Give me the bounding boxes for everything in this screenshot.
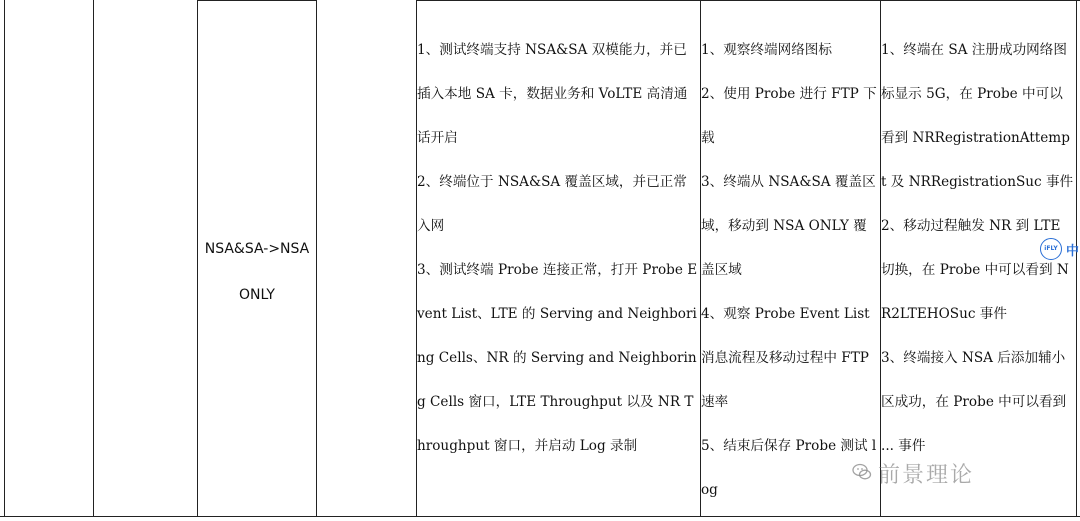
watermark-brand: 前景理论 [878, 463, 975, 488]
expected-item: 1、终端在 SA 注册成功网络图标显示 5G，在 Probe 中可以看到 NRRegistrationAttempt 及 NRRegistrationSuc 事件 [881, 42, 1074, 190]
step-item: 5、结束后保存 Probe 测试 log [701, 438, 877, 498]
step-item: 3、终端从 NSA&SA 覆盖区域，移动到 NSA ONLY 覆盖区域 [701, 174, 876, 278]
steps-cell [701, 28, 880, 512]
step-item: 1、观察终端网络图标 [701, 42, 832, 58]
expected-item: 2、移动过程触发 NR 到 LTE 切换，在 Probe 中可以看到 NR2LTEHOSuc 事件 [881, 218, 1069, 322]
table-top-border-left [198, 0, 316, 1]
column-divider-4 [316, 0, 317, 517]
step-item: 2、使用 Probe 进行 FTP 下载 [701, 86, 877, 146]
expected-item: 3、终端接入 NSA 后添加辅小区成功，在 Probe 中可以看到 ... 事件 [881, 350, 1067, 454]
column-divider-1 [4, 0, 5, 517]
preconditions-cell [417, 28, 700, 468]
scenario-line-2: ONLY [239, 287, 275, 303]
wechat-watermark [852, 454, 1072, 494]
table-bottom-border [0, 516, 1080, 517]
precondition-item: 2、终端位于 NSA&SA 覆盖区域，并已正常入网 [417, 174, 687, 234]
step-item: 4、观察 Probe Event List 消息流程及移动过程中 FTP 速率 [701, 306, 870, 410]
scenario-cell [198, 226, 316, 318]
precondition-item: 3、测试终端 Probe 连接正常，打开 Probe Event List、LTE 的 Serving and Neighboring Cells、NR 的 Serving and Neighboring Cells 窗口，LTE Throughput 以及 NR Throughput 窗口，并启动 Log 录制 [417, 262, 698, 454]
ifly-logo-icon: iFLY [1040, 238, 1062, 260]
column-divider-2 [93, 0, 94, 517]
scenario-line-1: NSA&SA->NSA [204, 241, 310, 257]
ifly-assistant-badge[interactable] [1040, 238, 1080, 260]
wechat-icon [852, 462, 872, 482]
precondition-item: 1、测试终端支持 NSA&SA 双模能力，并已插入本地 SA 卡，数据业务和 VoLTE 高清通话开启 [417, 42, 688, 146]
table-top-border-right [417, 0, 1080, 1]
ifly-zh-label: 中 [1066, 244, 1080, 259]
